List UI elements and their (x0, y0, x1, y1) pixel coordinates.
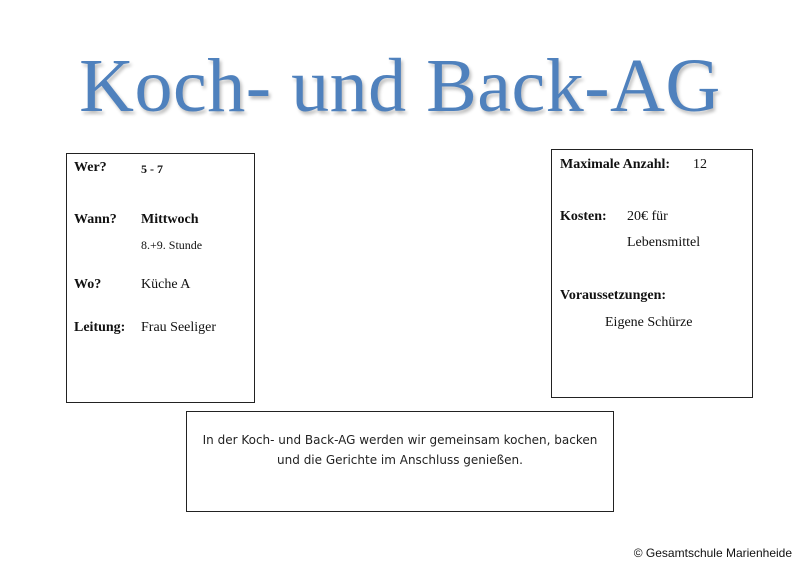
wer-label: Wer? (74, 160, 107, 175)
leitung-value: Frau Seeliger (141, 320, 217, 335)
wo-value: Küche A (141, 277, 191, 292)
description-line-1: In der Koch- und Back-AG werden wir gemeinsam kochen, backen (202, 433, 598, 447)
wer-value: 5 - 7 (141, 162, 163, 176)
wo-label: Wo? (74, 277, 102, 292)
description-line-2: und die Gerichte im Anschluss genießen. (277, 453, 523, 467)
description-box (186, 411, 614, 512)
max-anzahl-value: 12 (693, 157, 707, 172)
copyright-footer: © Gesamtschule Marienheide (633, 546, 792, 560)
kosten-value-line2: Lebensmittel (627, 235, 701, 250)
wann-label: Wann? (74, 212, 117, 227)
kosten-value-line1: 20€ für (627, 209, 668, 224)
voraussetzungen-label: Voraussetzungen: (560, 288, 667, 303)
details-box-left (66, 153, 255, 403)
description-text (187, 430, 613, 470)
leitung-label: Leitung: (74, 320, 126, 335)
wann-time: 8.+9. Stunde (141, 238, 203, 252)
kosten-label: Kosten: (560, 209, 607, 224)
max-anzahl-label: Maximale Anzahl: (560, 157, 671, 172)
voraussetzungen-value: Eigene Schürze (605, 315, 693, 330)
wann-value: Mittwoch (141, 212, 199, 227)
details-box-right (551, 149, 753, 398)
page-title: Koch- und Back-AG (79, 44, 721, 128)
